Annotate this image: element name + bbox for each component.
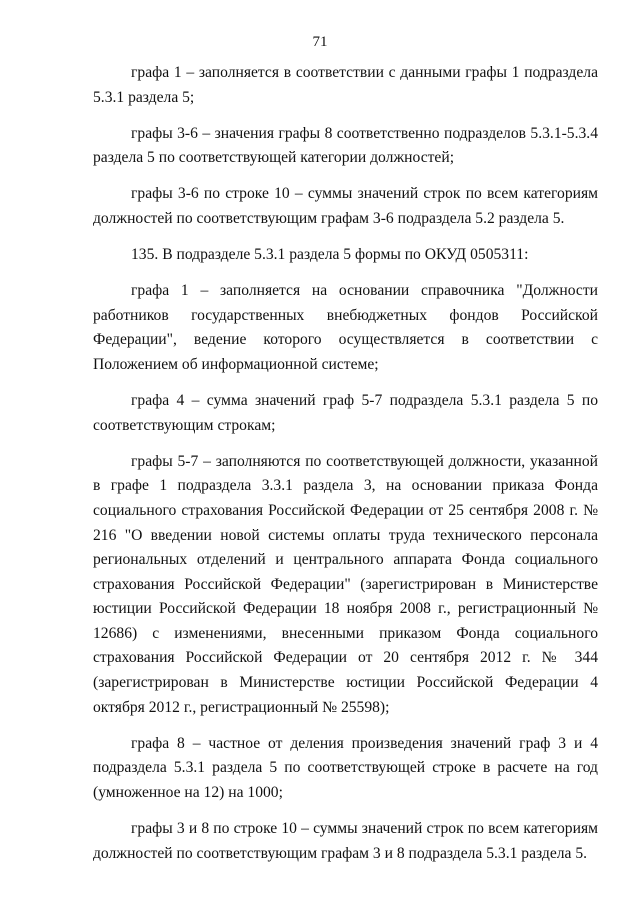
paragraph-6: графа 4 – сумма значений граф 5-7 подраздела 5.3.1 раздела 5 по соответствующим строкам; <box>93 392 598 434</box>
document-body <box>93 61 598 878</box>
paragraph-1: графа 1 – заполняется в соответствии с данными графы 1 подраздела 5.3.1 раздела 5; <box>93 64 598 106</box>
paragraph-3: графы 3-6 по строке 10 – суммы значений строк по всем категориям должностей по соответствующим графам 3-6 подраздела 5.2 раздела 5. <box>93 185 598 227</box>
paragraph-4: 135. В подразделе 5.3.1 раздела 5 формы по ОКУД 0505311: <box>131 246 529 264</box>
paragraph-8: графа 8 – частное от деления произведения значений граф 3 и 4 подраздела 5.3.1 раздела 5 по соответствующей строке в расчете на год (умноженное на 12) на 1000; <box>93 734 598 801</box>
paragraph-2: графы 3-6 – значения графы 8 соответственно подразделов 5.3.1-5.3.4 раздела 5 по соответствующей категории должностей; <box>93 124 598 167</box>
paragraph-5: графа 1 – заполняется на основании справочника "Должности работников государственных внебюджетных фондов Российской Федерации", ведение которого осуществляется в соответствии с Положением об информационной системе; <box>93 282 598 373</box>
page-number: 71 <box>312 34 328 50</box>
paragraph-7: графы 5-7 – заполняются по соответствующей должности, указанной в графе 1 подраздела 3.3.1 раздела 3, на основании приказа Фонда социального страхования Российской Федерации от 25 сентября 2008 г. № 216 "О введении новой системы оплаты труда технического персонала региональных отделений и центрального аппарата Фонда социального страхования Российской Федерации" (зарегистрирован в Министерстве юстиции Российской Федерации 18 ноября 2008 г., регистрационный № 12686) с изменениями, внесенными приказом Фонда социального страхования Российской Федерации от 20 сентября 2012 г. № 344 (зарегистрирован в Министерстве юстиции Российской Федерации 4 октября 2012 г., регистрационный № 25598); <box>93 452 598 716</box>
paragraph-9: графы 3 и 8 по строке 10 – суммы значений строк по всем категориям должностей по соответствующим графам 3 и 8 подраздела 5.3.1 раздела 5. <box>93 820 598 862</box>
